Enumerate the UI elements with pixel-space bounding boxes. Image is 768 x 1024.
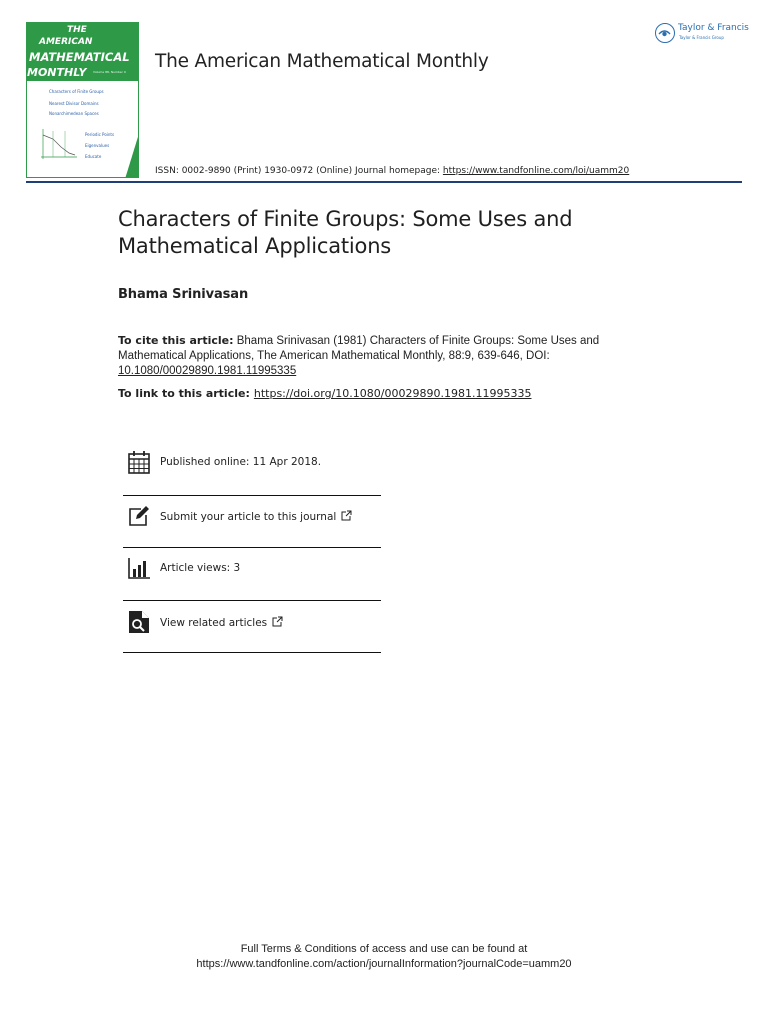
- cover-title-line: THE: [67, 25, 87, 35]
- cover-contents-item: Nearest Divisor Domains: [49, 101, 99, 106]
- cover-title-line: AMERICAN: [39, 37, 93, 47]
- article-link-block: [118, 387, 638, 400]
- terms-footer-line: Full Terms & Conditions of access and use can be found at: [240, 943, 528, 955]
- calendar-icon: [127, 450, 151, 474]
- header-rule: [26, 181, 742, 183]
- article-author: Bhama Srinivasan: [118, 287, 249, 302]
- cover-issue: Volume 88, Number 9: [93, 70, 126, 74]
- info-divider: [123, 600, 381, 601]
- external-link-icon: [272, 616, 283, 627]
- published-online-item: [123, 446, 381, 486]
- search-document-icon: [127, 610, 151, 634]
- publisher-logo-tagline: Taylor & Francis Group: [679, 35, 724, 40]
- info-divider: [123, 547, 381, 548]
- article-views-item: [123, 552, 381, 592]
- citation-block: [118, 333, 618, 379]
- cover-contents-item: Eigenvalues: [85, 143, 110, 148]
- submit-article-item[interactable]: [123, 500, 381, 540]
- external-link-icon: [341, 510, 352, 521]
- publisher-logo: [653, 22, 753, 48]
- publisher-logo-name: Taylor & Francis: [678, 23, 749, 33]
- cover-graph-icon: [39, 127, 79, 161]
- info-divider: [123, 495, 381, 496]
- journal-title: The American Mathematical Monthly: [155, 51, 489, 72]
- submit-article-text: Submit your article to this journal: [160, 511, 337, 523]
- terms-footer: [0, 942, 768, 972]
- cover-green-stripe: [111, 127, 139, 178]
- citation-doi-link[interactable]: 10.1080/00029890.1981.11995335: [118, 365, 297, 377]
- bar-chart-icon: [127, 556, 151, 580]
- citation-label: To cite this article:: [118, 334, 234, 347]
- edit-icon: [127, 504, 151, 528]
- citation-text: Bhama Srinivasan (1981) Characters of Finite Groups: Some Uses and Mathematical Applications, The American Mathematical Monthly, 88:9, 639-646, DOI:: [118, 335, 600, 362]
- journal-cover-image: [26, 22, 139, 178]
- issn-line: [155, 166, 629, 176]
- article-title: Characters of Finite Groups: Some Uses and Mathematical Applications: [118, 207, 573, 258]
- info-divider: [123, 652, 381, 653]
- related-articles-link[interactable]: [160, 616, 283, 629]
- cover-contents-item: Characters of Finite Groups: [49, 89, 104, 94]
- cover-contents-item: Periodic Points: [85, 132, 115, 137]
- related-articles-item[interactable]: [123, 606, 381, 646]
- related-articles-text: View related articles: [160, 617, 268, 629]
- cover-contents-item: Nonarchimedean Spaces: [49, 111, 99, 116]
- cover-contents-item: Educate: [85, 154, 102, 159]
- submit-article-link[interactable]: [160, 510, 352, 523]
- article-views-text: Article views: 3: [160, 562, 241, 574]
- article-doi-link[interactable]: https://doi.org/10.1080/00029890.1981.11995335: [253, 387, 532, 400]
- cover-title-line: MATHEMATICAL: [29, 50, 130, 64]
- journal-homepage-link[interactable]: https://www.tandfonline.com/loi/uamm20: [442, 166, 630, 176]
- publisher-logo-icon: [655, 23, 675, 43]
- cover-title-line: MONTHLY: [27, 66, 87, 79]
- issn-text: ISSN: 0002-9890 (Print) 1930-0972 (Online) Journal homepage:: [155, 166, 443, 176]
- published-online-text: Published online: 11 Apr 2018.: [160, 456, 322, 468]
- terms-footer-url[interactable]: https://www.tandfonline.com/action/journalInformation?journalCode=uamm20: [196, 958, 572, 970]
- article-link-label: To link to this article:: [118, 387, 250, 400]
